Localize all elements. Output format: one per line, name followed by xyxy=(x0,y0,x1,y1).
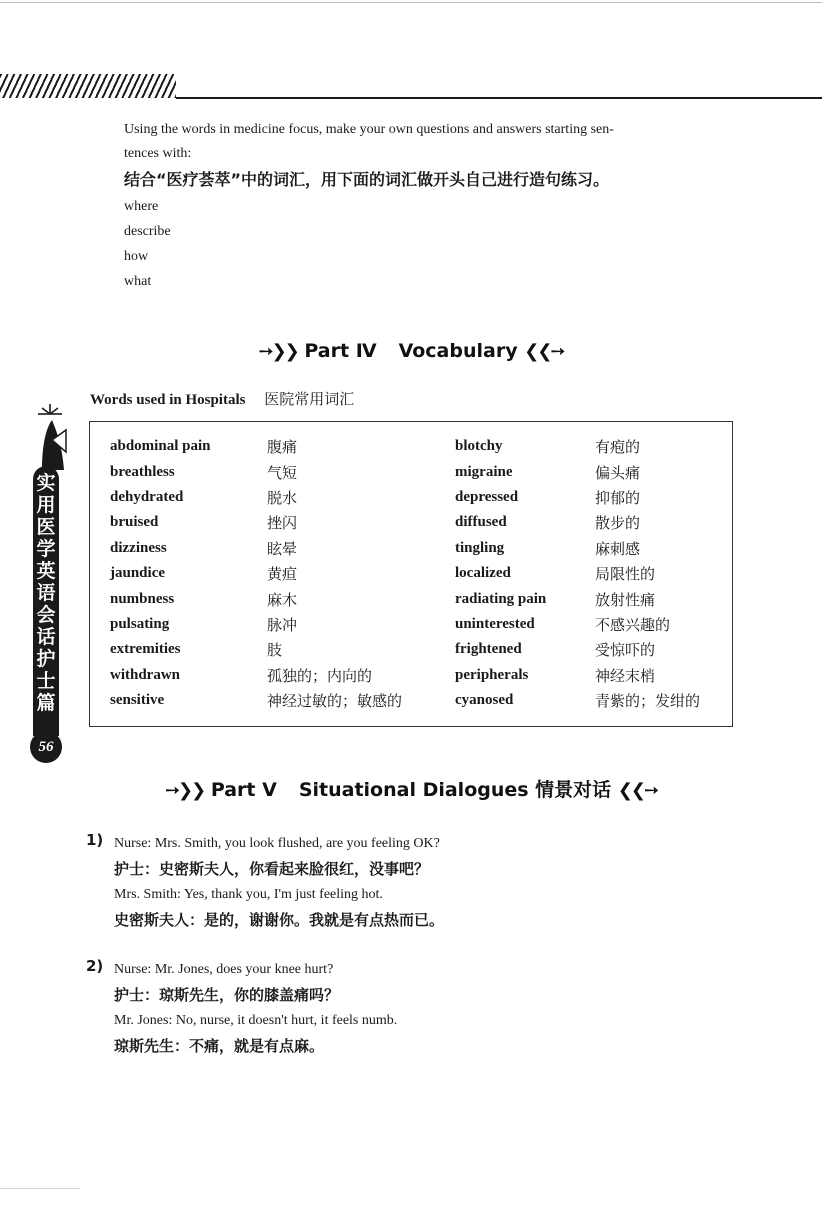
vocab-left-cn-column xyxy=(267,434,402,713)
dialogue-line-cn: 护士：史密斯夫人，你看起来脸很红，没事吧？ xyxy=(114,859,430,878)
vocab-translation: 腹痛 xyxy=(267,438,298,457)
part4-label: Part Ⅳ xyxy=(304,340,377,362)
vocab-translation: 局限性的 xyxy=(595,565,656,584)
vocab-term: localized xyxy=(455,565,511,582)
starter-word: describe xyxy=(124,224,171,239)
vocab-translation: 气短 xyxy=(267,463,298,482)
vocab-term: sensitive xyxy=(110,692,165,709)
vocab-term: numbness xyxy=(110,590,175,607)
arrow-right-icon: ➙❯❯ xyxy=(164,780,205,801)
header-hatch-band xyxy=(0,74,176,98)
part5-label: Part Ⅴ xyxy=(210,779,277,801)
header-rule xyxy=(176,97,822,99)
vocab-translation: 神经过敏的；敏感的 xyxy=(267,692,403,711)
arrow-left-icon: ❮❮➙ xyxy=(617,780,658,801)
vocab-translation: 孤独的；内向的 xyxy=(267,666,373,685)
arrow-left-icon: ❮❮➙ xyxy=(524,341,564,362)
vocab-translation: 青紫的；发绀的 xyxy=(595,692,701,711)
vocab-title-cn: 医院常用词汇 xyxy=(264,390,355,408)
vocab-term: uninterested xyxy=(455,615,535,632)
arrow-right-icon: ➙❯❯ xyxy=(258,341,298,362)
vocab-term: jaundice xyxy=(110,565,166,582)
vocab-title-en: Words used in Hospitals xyxy=(90,392,246,408)
vocab-term: migraine xyxy=(455,463,513,480)
vocab-term: pulsating xyxy=(110,615,170,632)
vocab-translation: 麻木 xyxy=(267,590,298,609)
side-tab-title: 实用医学英语会话护士篇 xyxy=(36,472,56,714)
vocab-term: radiating pain xyxy=(455,590,547,607)
vocab-translation: 有疱的 xyxy=(595,438,641,457)
vocab-translation: 神经末梢 xyxy=(595,666,656,685)
bottom-rule xyxy=(0,1188,80,1189)
dialogue-line-cn: 琼斯先生：不痛，就是有点麻。 xyxy=(114,1036,325,1055)
vocab-left-en-column xyxy=(110,434,210,713)
page-number: 56 xyxy=(30,731,62,763)
vocab-term: bruised xyxy=(110,514,159,531)
vocab-term: depressed xyxy=(455,488,519,505)
vocab-term: peripherals xyxy=(455,666,529,683)
dialogue-number: 2) xyxy=(86,957,104,975)
vocab-translation: 散步的 xyxy=(595,514,641,533)
instruction-cn: 结合“医疗荟萃”中的词汇，用下面的词汇做开头自己进行造句练习。 xyxy=(124,170,610,189)
vocab-title xyxy=(90,388,354,409)
dialogue-number: 1) xyxy=(86,831,104,849)
dialogue-2 xyxy=(86,957,726,1059)
intro-section xyxy=(124,118,754,294)
vocab-term: breathless xyxy=(110,463,175,480)
starter-word: how xyxy=(124,249,149,264)
vocab-term: dehydrated xyxy=(110,488,184,505)
vocab-translation: 黄疸 xyxy=(267,565,298,584)
vocab-translation: 偏头痛 xyxy=(595,463,641,482)
dialogue-line-en: Mr. Jones: No, nurse, it doesn't hurt, it feels numb. xyxy=(114,1013,398,1028)
dialogue-line-cn: 护士：琼斯先生，你的膝盖痛吗？ xyxy=(114,985,340,1004)
part5-heading xyxy=(0,775,822,802)
vocab-translation: 眩晕 xyxy=(267,539,298,558)
star-burst-icon xyxy=(28,400,78,472)
dialogue-1 xyxy=(86,831,726,933)
vocab-term: diffused xyxy=(455,514,507,531)
dialogue-line-cn: 史密斯夫人：是的，谢谢你。我就是有点热而已。 xyxy=(114,910,445,929)
dialogue-line-en: Nurse: Mrs. Smith, you look flushed, are you feeling OK? xyxy=(114,836,440,851)
starter-word: where xyxy=(124,199,159,214)
instruction-line-1: Using the words in medicine focus, make your own questions and answers starting sen- xyxy=(124,122,614,137)
vocab-translation: 肢 xyxy=(267,641,283,660)
vocab-term: cyanosed xyxy=(455,692,514,709)
vocab-term: abdominal pain xyxy=(110,438,211,455)
vocab-term: dizziness xyxy=(110,539,167,556)
vocab-translation: 脱水 xyxy=(267,488,298,507)
vocab-translation: 抑郁的 xyxy=(595,488,641,507)
vocab-term: blotchy xyxy=(455,438,503,455)
vocab-translation: 麻刺感 xyxy=(595,539,641,558)
vocab-translation: 脉冲 xyxy=(267,615,298,634)
vocab-term: frightened xyxy=(455,641,522,658)
part5-title: Situational Dialogues 情景对话 xyxy=(298,779,612,801)
vocab-translation: 放射性痛 xyxy=(595,590,656,609)
dialogue-line-en: Nurse: Mr. Jones, does your knee hurt? xyxy=(114,962,334,977)
dialogue-line-en: Mrs. Smith: Yes, thank you, I'm just feeling hot. xyxy=(114,887,383,902)
starter-word: what xyxy=(124,274,152,289)
vocab-term: extremities xyxy=(110,641,181,658)
vocab-translation: 受惊吓的 xyxy=(595,641,656,660)
vocab-table xyxy=(89,421,733,727)
vocab-translation: 挫闪 xyxy=(267,514,298,533)
vocab-translation: 不感兴趣的 xyxy=(595,615,671,634)
vocab-term: withdrawn xyxy=(110,666,181,683)
part4-heading xyxy=(0,340,822,362)
part4-title: Vocabulary xyxy=(398,340,518,362)
vocab-right-en-column xyxy=(455,434,546,713)
top-border xyxy=(0,2,822,3)
instruction-line-2: tences with: xyxy=(124,146,192,161)
vocab-right-cn-column xyxy=(595,434,700,713)
vocab-term: tingling xyxy=(455,539,505,556)
